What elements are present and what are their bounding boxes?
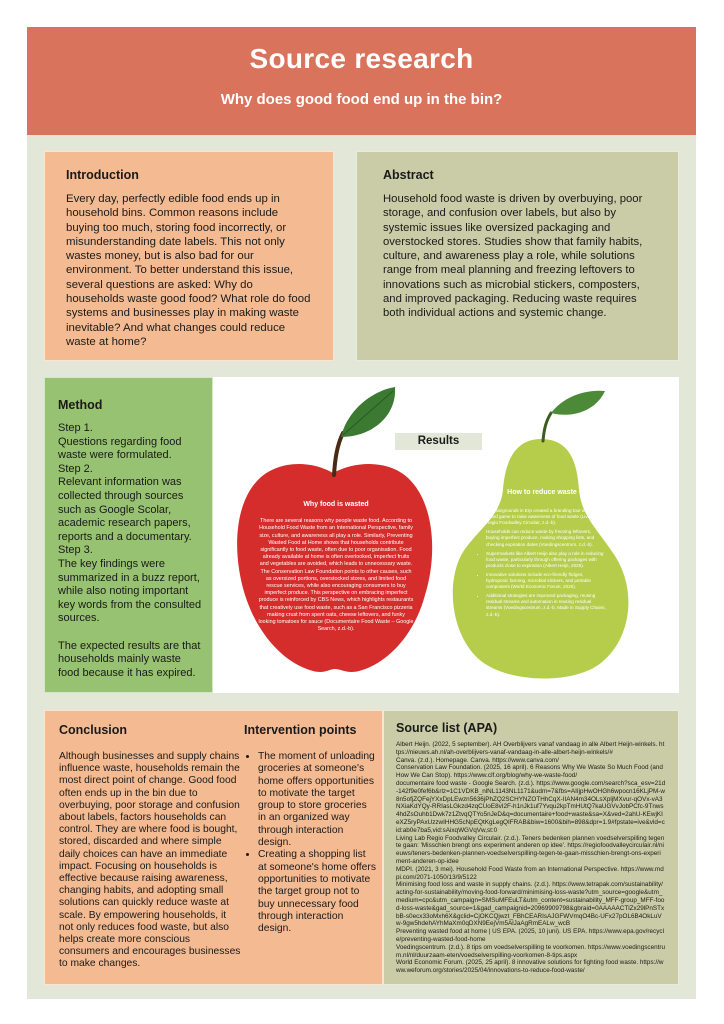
apple-stem	[334, 433, 343, 475]
pear-leaf-icon	[551, 391, 605, 415]
abstract-heading: Abstract	[383, 168, 434, 182]
sources-heading: Source list (APA)	[396, 721, 498, 735]
source-reference: Canva. (z.d.). Homepage. Canva. https://www.canva.com/	[396, 756, 559, 764]
pear-list-item: • Additional strategies are improved packaging, reusing residual streams and automation in reusing residual streams (Voedingscentrum, z.d.-b, Made in Supply Chains, z.d.-b).	[486, 593, 606, 617]
apple-body: There are several reasons why people waste food. According to Household Food Waste from an International Perspective, family size, culture, and awareness all play a role. Similarly, Preventing Wasted Food at Home shows that households contribute significantly to food waste, often due to poor organisation. Food already available at home is often overlooked, imperfect fruits and vegetables are avoided, which leads to unnecessary waste. The Conservation Law Foundation points to other causes, such as oversized portions, overstocked stores, and limited food rescue services, while also encouraging consumers to buy imperfect produce. This perspective on embracing imperfect produce is reinforced by CBS News, which highlights restaurants that creatively use food waste, such as a San Francisco pizzeria making crust from spent oats, cheese leftovers, and funky looking tomatoes for sauce (Documentaire Food Waste – Google Search, z.d.-b).	[258, 518, 414, 633]
apple-text-block	[258, 501, 414, 633]
abstract-text: Household food waste is driven by overbuying, poor storage, and confusion over labels, but also by systemic issues like oversized packaging and overstocked stores. Studies show that family habits, culture, and awareness play a role, while solutions range from meal planning and freezing leftovers to innovations such as microbial stickers, composters, and improved packaging. Reducing waste requires both individual actions and systemic change.	[383, 193, 643, 320]
pear-list-item: • Innovative solutions include eco-friendly fridges, hydroponic farming, microbial stickers, and portable composters (World Economic Forum, 2025).	[486, 572, 606, 590]
source-reference: Living Lab Regio Foodvalley Circulair. (z.d.). Teners bedenken plannen voedselverspilling tegen te gaan: 'Misschien brengt ons experiment anderen op idee'. https://regiofoodvalleycirculair.nl/nieuws/teners-bedenken-plannen-voedselverspilling-tegen-te-gaan-misschien-brengt-ons-experiment-anderen-op-idee	[396, 834, 665, 865]
intervention-item: • The moment of unloading groceries at someone's home offers opportunities to motivate the target group to store groceries in an organized way through interaction design.	[258, 751, 376, 849]
pear-list-item: • Supermarkets like Albert Heijn also play a role in reducing food waste, particularly through offering packages with products close to expiration (Albert Heijn, 2025).	[486, 551, 606, 569]
poster	[27, 27, 696, 999]
source-reference: Albert Heijn. (2022, 5 september). AH Overblijvers vanaf vandaag in alle Albert Heijn-winkels. https://nieuws.ah.nl/ah-overblijvers-vanaf-vandaag-in-alle-albert-heijn-winkels/#	[396, 741, 665, 756]
source-reference: Voedingscentrum. (z.d.). 8 tips om voedselverspilling te voorkomen. https://www.voedingscentrum.nl/nl/duurzaam-eten/voedselverspilling-voorkomen-8-tips.aspx	[396, 943, 666, 959]
source-reference: Conservation Law Foundation. (2025, 16 april). 6 Reasons Why We Waste So Much Food (and How We Can Stop). https://www.clf.org/blog/why-we-waste-food/	[396, 764, 663, 780]
source-reference: Preventing wasted food at home | US EPA. (2025, 10 juni). US EPA. https://www.epa.gov/recycle/preventing-wasted-food-home	[396, 928, 664, 943]
introduction-heading: Introduction	[66, 168, 139, 182]
results-panel	[213, 377, 679, 693]
poster-title: Source research	[249, 43, 474, 74]
intervention-column	[244, 723, 376, 935]
pear-list-item: • Two fairgrounds in Erp created a branding tour and a board game to raise awareness of food waste (Living Lab Regio Foodvalley Circulair, z.d.-b).	[486, 508, 606, 526]
poster-header	[27, 27, 696, 135]
conclusion-text: Although businesses and supply chains influence waste, households remain the most direct point of change. Good food often ends up in the bin due to overbuying, poor storage and confusion about labels, factors households can control. They are where food is bought, stored, discarded and where simple daily choices can have an immediate impact. Focusing on households is effective because raising awareness, changing habits, and adopting small solutions can quickly reduce waste at scale. By empowering households, it not only reduces food waste, but also helps create more conscious consumers and encourages businesses to make changes.	[59, 751, 241, 970]
introduction-text: Every day, perfectly edible food ends up in household bins. Common reasons include buying too much, storing food incorrectly, or misunderstanding date labels. This not only wastes money, but is also bad for our environment. To better understand this issue, several questions are asked: Why do households waste good food? What role do food systems and businesses play in making waste inevitable? And what changes could reduce waste at home?	[66, 193, 311, 348]
source-reference: Minimising food loss and waste in supply chains. (z.d.). https://www.tetrapak.com/sustainability/acting-for-sustainability/moving-food-forward/minimising-loss-waste?utm_source=google&utm_medium=cpc&utm_campaign=SMSuMFEuLT&utm_content=sustainability_MFF-group_MFF-food-loss-waste&gad_source=1&gad_campaignid=20969909798&gbraid=0AAAAACTlZx29lPnSTxbB-s0ecx33oMxh6X&gclid=CjOKCQjwzt_FBhCEARIsAJGFWVmqO4Bc-UFx27pOL6B4OkLuVw-9gw5hdehAYhMaXm0qDXN9EejVm5AlJaAgRmEALw_wcB	[396, 881, 665, 928]
conclusion-column	[59, 723, 241, 971]
conclusion-box	[44, 710, 383, 985]
intervention-heading: Intervention points	[244, 723, 357, 737]
method-heading: Method	[58, 398, 103, 412]
method-box	[44, 377, 213, 693]
introduction-box	[44, 151, 334, 361]
conclusion-heading: Conclusion	[59, 723, 128, 737]
source-reference: MDPI. (2021, 3 mei). Household Food Waste from an International Perspective. https://www.mdpi.com/2071-1050/13/9/5122	[396, 865, 664, 881]
abstract-box	[356, 151, 679, 361]
pear-title: How to reduce waste	[507, 489, 577, 496]
intervention-list	[244, 751, 376, 935]
pear-stem	[543, 413, 551, 441]
results-label: Results	[395, 433, 482, 450]
pear-list-item: • Households can reduce waste by freezing leftovers, buying imperfect produce, making shopping lists, and checking expiration dates (Voedingscentrum, z.d.-b).	[486, 529, 606, 547]
intervention-item: • Creating a shopping list at someone's home offers opportunities to motivate the target group not to buy unnecessary food through interaction design.	[258, 849, 376, 935]
pear-text-block	[478, 490, 606, 621]
pear-list	[478, 508, 606, 618]
method-text: Step 1. Questions regarding food waste were formulated. Step 2. Relevant information was collected through sources such as Google Scolar, academic research papers, reports and a documentary. Step 3. The key findings were summarized in a buzz report, while also noting important key words from the consulted sources. The expected results are that households mainly waste food because it has expired.	[58, 422, 202, 679]
apple-title: Why food is wasted	[303, 501, 369, 508]
poster-subtitle: Why does good food end up in the bin?	[220, 91, 503, 108]
source-reference: documentaire food waste - Google Search. (z.d.). https://www.google.com/search?sca_esv=21d-142f9e0fef6b&rlz=1C1VDKB_nlNL1143NL1171&udm=7&fbs=AIIjpHwOHGh6wpocn16KLjPM-w8n5ofjZQFejYXxDpLEwzn5636jPhZQ2SCHYNZOTHhCqX-IIAN4m34OLsXpljMXvur-qOVx-vA3NXiaKdYQy-RRIasLGkzd4zqCUoE8vI2F-h1nJk1uf7Yvqu2kpTmHUtQ7kaUGVvJobPCfc-9Tnws4hdZsOuhb1Dwk7z1ZtvqQTYo5nJeD&q=documentaire+food+waste&sa=X&ved=2ahU-KEwjKIeXZ5ryPAxUzzwIHHG5cNpEQtKgLegQIFRAB&biw=1600&bih=898&dpr=1.9#fpstate=ive&vld=cid:ab0e7ba5,vid:sAixqWGVqVw,st:0	[396, 779, 666, 834]
source-reference: World Economic Forum. (2025, 25 april). 8 innovative solutions for fighting food waste. https://www.weforum.org/stories/2025/04/innovations-to-reduce-food-waste/	[396, 959, 664, 975]
sources-box	[383, 710, 679, 985]
